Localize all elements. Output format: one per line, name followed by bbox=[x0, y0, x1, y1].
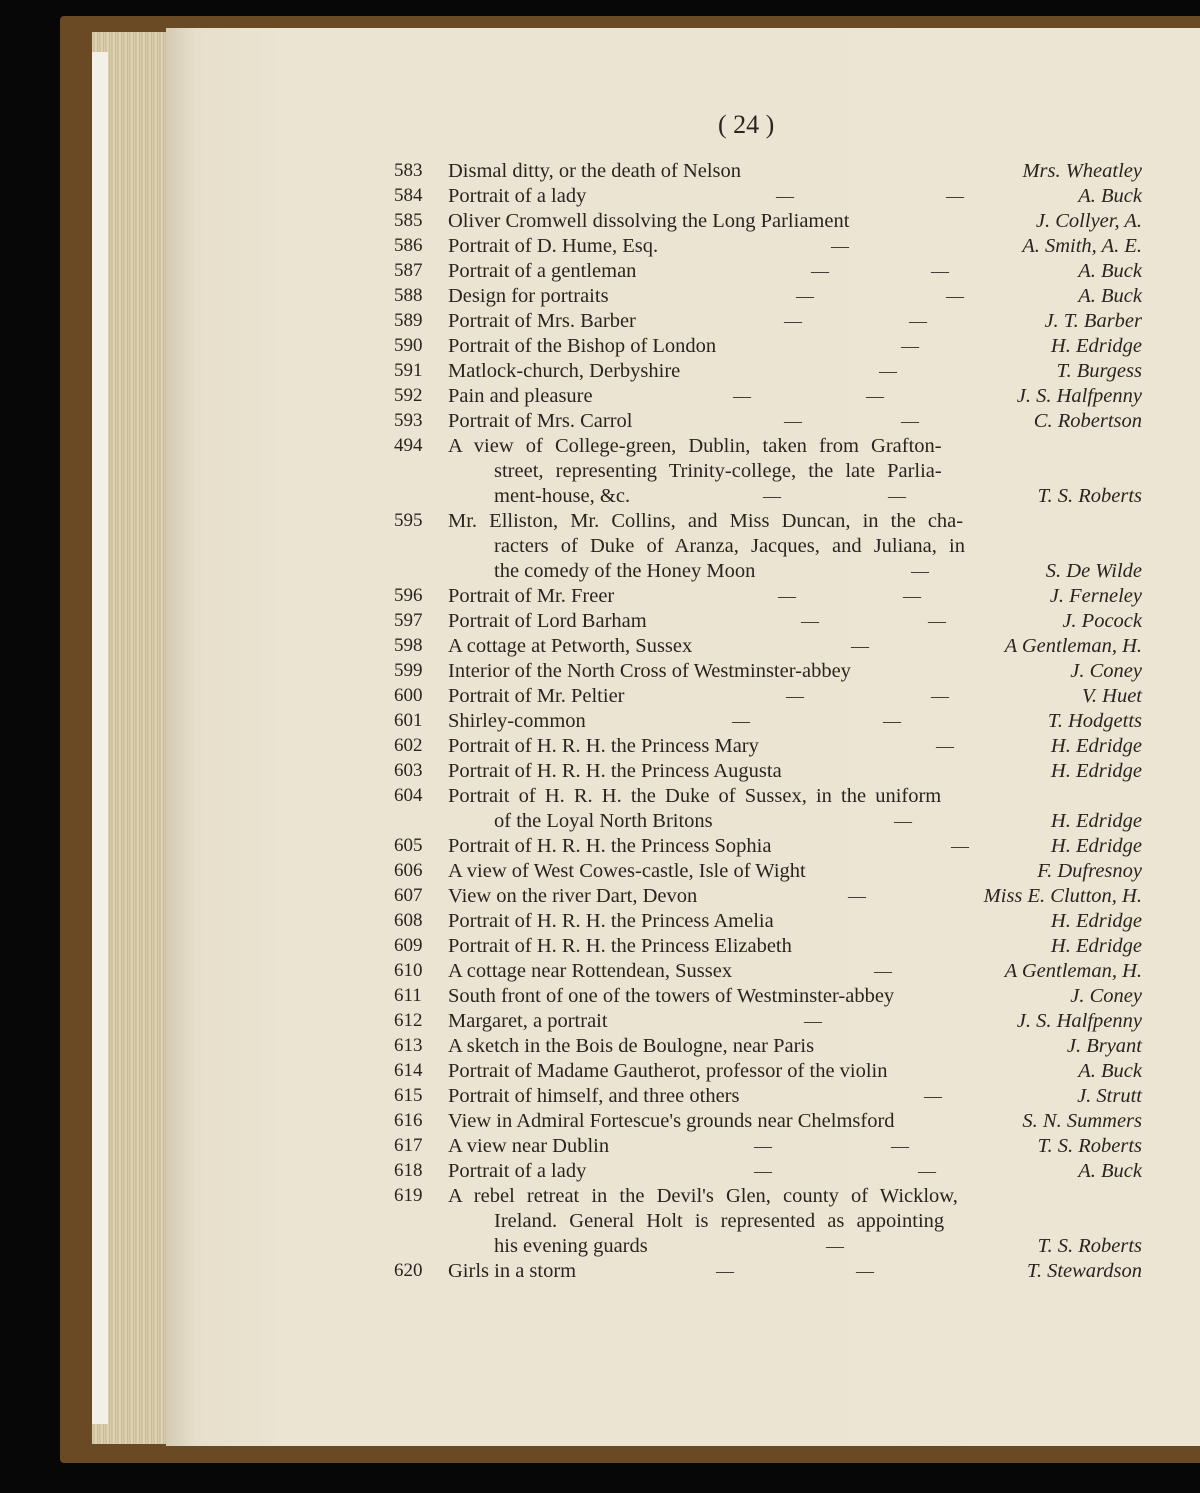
dash-leader: — bbox=[924, 1086, 942, 1106]
entry-artist: A Gentleman, H. bbox=[1004, 960, 1142, 982]
catalogue-entry bbox=[0, 958, 1200, 984]
entry-number: 619 bbox=[394, 1185, 423, 1206]
catalogue-entry bbox=[0, 733, 1200, 759]
entry-number: 494 bbox=[394, 435, 423, 456]
entry-number: 608 bbox=[394, 910, 423, 931]
entry-number: 609 bbox=[394, 935, 423, 956]
dash-leader: — bbox=[936, 736, 954, 756]
dash-leader: — bbox=[784, 311, 802, 331]
entry-title: Girls in a storm bbox=[448, 1260, 577, 1282]
entry-artist: J. Strutt bbox=[1077, 1085, 1142, 1107]
catalogue-entry-continued bbox=[0, 558, 1200, 584]
entry-number: 585 bbox=[394, 210, 423, 231]
entry-number: 596 bbox=[394, 585, 423, 606]
catalogue-entry bbox=[0, 1133, 1200, 1159]
entry-title: Portrait of Mr. Peltier bbox=[448, 685, 625, 707]
dash-leader: — bbox=[826, 1236, 844, 1256]
entry-artist: T. Burgess bbox=[1056, 360, 1142, 382]
dash-leader: — bbox=[911, 561, 929, 581]
entry-title: A sketch in the Bois de Boulogne, near Paris bbox=[448, 1035, 815, 1057]
entry-title: View on the river Dart, Devon bbox=[448, 885, 698, 907]
entry-artist: A. Buck bbox=[1078, 1060, 1142, 1082]
entry-artist: H. Edridge bbox=[1050, 835, 1142, 857]
entry-number: 587 bbox=[394, 260, 423, 281]
entry-title: Portrait of Mrs. Carrol bbox=[448, 410, 633, 432]
dash-leader: — bbox=[883, 711, 901, 731]
entry-number: 606 bbox=[394, 860, 423, 881]
entry-title: A cottage near Rottendean, Sussex bbox=[448, 960, 733, 982]
entry-title: Portrait of H. R. H. the Princess Elizabeth bbox=[448, 935, 792, 957]
entry-title: Oliver Cromwell dissolving the Long Parliament bbox=[448, 210, 850, 232]
dash-leader: — bbox=[946, 186, 964, 206]
entry-title: Portrait of Lord Barham bbox=[448, 610, 647, 632]
dash-leader: — bbox=[754, 1161, 772, 1181]
entry-number: 603 bbox=[394, 760, 423, 781]
dash-leader: — bbox=[856, 1261, 874, 1281]
entry-number: 586 bbox=[394, 235, 423, 256]
entry-title: Portrait of the Bishop of London bbox=[448, 335, 717, 357]
entry-artist: F. Dufresnoy bbox=[1037, 860, 1142, 882]
catalogue-entry bbox=[0, 908, 1200, 934]
entry-artist: Miss E. Clutton, H. bbox=[983, 885, 1142, 907]
entry-number: 620 bbox=[394, 1260, 423, 1281]
entry-title: Portrait of a gentleman bbox=[448, 260, 637, 282]
entry-artist: A Gentleman, H. bbox=[1004, 635, 1142, 657]
catalogue-entry bbox=[0, 408, 1200, 434]
dash-leader: — bbox=[931, 261, 949, 281]
entry-artist: H. Edridge bbox=[1050, 810, 1142, 832]
entry-artist: A. Smith, A. E. bbox=[1022, 235, 1142, 257]
dash-leader: — bbox=[901, 336, 919, 356]
catalogue-entry bbox=[0, 983, 1200, 1009]
catalogue-entry bbox=[0, 658, 1200, 684]
entry-title-line3: ment-house, &c. bbox=[494, 485, 631, 507]
entry-number: 598 bbox=[394, 635, 423, 656]
entry-artist: C. Robertson bbox=[1033, 410, 1142, 432]
entry-artist: Mrs. Wheatley bbox=[1022, 160, 1142, 182]
dash-leader: — bbox=[763, 486, 781, 506]
entry-title: Matlock-church, Derbyshire bbox=[448, 360, 681, 382]
entry-artist: J. Collyer, A. bbox=[1035, 210, 1142, 232]
catalogue-entry bbox=[0, 1058, 1200, 1084]
dash-leader: — bbox=[903, 586, 921, 606]
catalogue-entry bbox=[0, 1158, 1200, 1184]
dash-leader: — bbox=[796, 286, 814, 306]
catalogue-entry bbox=[0, 358, 1200, 384]
entry-artist: T. Stewardson bbox=[1026, 1260, 1142, 1282]
entry-artist: T. S. Roberts bbox=[1037, 1235, 1142, 1257]
dash-leader: — bbox=[931, 686, 949, 706]
catalogue-entry bbox=[0, 1083, 1200, 1109]
entry-title: Portrait of D. Hume, Esq. bbox=[448, 235, 659, 257]
dash-leader: — bbox=[901, 411, 919, 431]
dash-leader: — bbox=[804, 1011, 822, 1031]
entry-artist: A. Buck bbox=[1078, 285, 1142, 307]
dash-leader: — bbox=[754, 1136, 772, 1156]
entry-number: 597 bbox=[394, 610, 423, 631]
catalogue-entry bbox=[0, 283, 1200, 309]
catalogue-entry bbox=[0, 583, 1200, 609]
dash-leader: — bbox=[784, 411, 802, 431]
entry-title: Margaret, a portrait bbox=[448, 1010, 608, 1032]
entry-title: Dismal ditty, or the death of Nelson bbox=[448, 160, 742, 182]
entry-title: A view of West Cowes-castle, Isle of Wight bbox=[448, 860, 806, 882]
catalogue-entry bbox=[0, 1008, 1200, 1034]
entry-artist: H. Edridge bbox=[1050, 335, 1142, 357]
catalogue-entry bbox=[0, 883, 1200, 909]
catalogue-entry bbox=[0, 233, 1200, 259]
catalogue-entry-continued bbox=[0, 533, 1200, 559]
entry-number: 610 bbox=[394, 960, 423, 981]
catalogue-entry bbox=[0, 208, 1200, 234]
entry-artist: J. S. Halfpenny bbox=[1016, 385, 1142, 407]
catalogue-entry bbox=[0, 333, 1200, 359]
entry-artist: V. Huet bbox=[1082, 685, 1142, 707]
dash-leader: — bbox=[776, 186, 794, 206]
dash-leader: — bbox=[874, 961, 892, 981]
entry-title-line3: his evening guards bbox=[494, 1235, 648, 1257]
catalogue-entry-continued bbox=[0, 1208, 1200, 1234]
entry-title: Pain and pleasure bbox=[448, 385, 593, 407]
entry-artist: A. Buck bbox=[1078, 260, 1142, 282]
entry-title: A cottage at Petworth, Sussex bbox=[448, 635, 693, 657]
entry-title: Portrait of H. R. H. the Duke of Sussex, in the uniform bbox=[448, 785, 942, 807]
entry-number: 616 bbox=[394, 1110, 423, 1131]
entry-title-line2: racters of Duke of Aranza, Jacques, and Juliana, in bbox=[494, 535, 965, 557]
entry-artist: H. Edridge bbox=[1050, 735, 1142, 757]
catalogue-entry-continued bbox=[0, 1233, 1200, 1259]
dash-leader: — bbox=[716, 1261, 734, 1281]
entry-artist: J. S. Halfpenny bbox=[1016, 1010, 1142, 1032]
entry-artist: J. Pocock bbox=[1062, 610, 1142, 632]
dash-leader: — bbox=[888, 486, 906, 506]
entry-number: 591 bbox=[394, 360, 423, 381]
catalogue-entry bbox=[0, 683, 1200, 709]
entry-number: 602 bbox=[394, 735, 423, 756]
catalogue-entry-continued bbox=[0, 458, 1200, 484]
entry-number: 611 bbox=[394, 985, 422, 1006]
entry-artist: T. S. Roberts bbox=[1037, 485, 1142, 507]
entry-title: View in Admiral Fortescue's grounds near Chelmsford bbox=[448, 1110, 895, 1132]
catalogue-entry bbox=[0, 1258, 1200, 1284]
entry-title: Portrait of himself, and three others bbox=[448, 1085, 740, 1107]
catalogue-entry bbox=[0, 858, 1200, 884]
catalogue-entry bbox=[0, 633, 1200, 659]
catalogue-entry bbox=[0, 933, 1200, 959]
catalogue-entry bbox=[0, 508, 1200, 534]
catalogue-entry-continued bbox=[0, 808, 1200, 834]
entry-number: 617 bbox=[394, 1135, 423, 1156]
entry-artist: J. Bryant bbox=[1066, 1035, 1142, 1057]
dash-leader: — bbox=[732, 711, 750, 731]
entry-number: 592 bbox=[394, 385, 423, 406]
entry-title: Portrait of H. R. H. the Princess Augusta bbox=[448, 760, 782, 782]
entry-title: Portrait of H. R. H. the Princess Amelia bbox=[448, 910, 774, 932]
entry-title: Portrait of Mrs. Barber bbox=[448, 310, 636, 332]
entry-title: Portrait of Mr. Freer bbox=[448, 585, 615, 607]
dash-leader: — bbox=[811, 261, 829, 281]
entry-number: 600 bbox=[394, 685, 423, 706]
entry-artist: H. Edridge bbox=[1050, 760, 1142, 782]
entry-number: 589 bbox=[394, 310, 423, 331]
entry-title: A view near Dublin bbox=[448, 1135, 610, 1157]
entry-number: 583 bbox=[394, 160, 423, 181]
entry-artist: A. Buck bbox=[1078, 185, 1142, 207]
dash-leader: — bbox=[946, 286, 964, 306]
entry-title: Portrait of a lady bbox=[448, 185, 587, 207]
catalogue-entry-continued bbox=[0, 483, 1200, 509]
entry-artist: J. Coney bbox=[1070, 660, 1142, 682]
catalogue-entry bbox=[0, 308, 1200, 334]
entry-artist: S. N. Summers bbox=[1022, 1110, 1142, 1132]
catalogue-entry bbox=[0, 833, 1200, 859]
catalogue-entry bbox=[0, 783, 1200, 809]
catalogue-entry bbox=[0, 383, 1200, 409]
dash-leader: — bbox=[866, 386, 884, 406]
catalogue-entry bbox=[0, 1183, 1200, 1209]
dash-leader: — bbox=[786, 686, 804, 706]
entry-title: Portrait of H. R. H. the Princess Mary bbox=[448, 735, 759, 757]
entry-artist: T. Hodgetts bbox=[1047, 710, 1142, 732]
catalogue-entry bbox=[0, 758, 1200, 784]
entry-number: 601 bbox=[394, 710, 423, 731]
entry-number: 595 bbox=[394, 510, 423, 531]
entry-artist: T. S. Roberts bbox=[1037, 1135, 1142, 1157]
entry-title: A view of College-green, Dublin, taken from Grafton- bbox=[448, 435, 942, 457]
entry-title-line2: Ireland. General Holt is represented as appointing bbox=[494, 1210, 945, 1232]
entry-title: Portrait of Madame Gautherot, professor of the violin bbox=[448, 1060, 888, 1082]
entry-number: 618 bbox=[394, 1160, 423, 1181]
entry-number: 613 bbox=[394, 1035, 423, 1056]
entry-title: Portrait of H. R. H. the Princess Sophia bbox=[448, 835, 772, 857]
dash-leader: — bbox=[894, 811, 912, 831]
dash-leader: — bbox=[801, 611, 819, 631]
entry-number: 612 bbox=[394, 1010, 423, 1031]
entry-artist: S. De Wilde bbox=[1045, 560, 1142, 582]
entry-artist: A. Buck bbox=[1078, 1160, 1142, 1182]
entry-title: Interior of the North Cross of Westminster-abbey bbox=[448, 660, 851, 682]
page-number: ( 24 ) bbox=[718, 110, 775, 139]
entry-number: 607 bbox=[394, 885, 423, 906]
entry-title-line2: of the Loyal North Britons bbox=[494, 810, 713, 832]
entry-number: 593 bbox=[394, 410, 423, 431]
dash-leader: — bbox=[778, 586, 796, 606]
entry-title: Mr. Elliston, Mr. Collins, and Miss Duncan, in the cha- bbox=[448, 510, 964, 532]
dash-leader: — bbox=[951, 836, 969, 856]
catalogue-entry bbox=[0, 708, 1200, 734]
dash-leader: — bbox=[918, 1161, 936, 1181]
entry-number: 584 bbox=[394, 185, 423, 206]
catalogue-entry bbox=[0, 608, 1200, 634]
catalogue-entry bbox=[0, 183, 1200, 209]
entry-title: A rebel retreat in the Devil's Glen, county of Wicklow, bbox=[448, 1185, 958, 1207]
dash-leader: — bbox=[928, 611, 946, 631]
entry-title: Design for portraits bbox=[448, 285, 609, 307]
entry-title-line2: street, representing Trinity-college, the late Parlia- bbox=[494, 460, 942, 482]
entry-artist: J. Coney bbox=[1070, 985, 1142, 1007]
dash-leader: — bbox=[891, 1136, 909, 1156]
dash-leader: — bbox=[733, 386, 751, 406]
catalogue-entry bbox=[0, 1108, 1200, 1134]
entry-artist: H. Edridge bbox=[1050, 910, 1142, 932]
dash-leader: — bbox=[831, 236, 849, 256]
dash-leader: — bbox=[879, 361, 897, 381]
entry-artist: H. Edridge bbox=[1050, 935, 1142, 957]
catalogue-entry bbox=[0, 1033, 1200, 1059]
entry-number: 614 bbox=[394, 1060, 423, 1081]
entry-number: 615 bbox=[394, 1085, 423, 1106]
catalogue-entry bbox=[0, 158, 1200, 184]
entry-title: South front of one of the towers of Westminster-abbey bbox=[448, 985, 895, 1007]
entry-artist: J. Ferneley bbox=[1049, 585, 1142, 607]
catalogue-entry bbox=[0, 433, 1200, 459]
entry-number: 590 bbox=[394, 335, 423, 356]
entry-title: Portrait of a lady bbox=[448, 1160, 587, 1182]
entry-number: 605 bbox=[394, 835, 423, 856]
dash-leader: — bbox=[851, 636, 869, 656]
dash-leader: — bbox=[848, 886, 866, 906]
entry-title: Shirley-common bbox=[448, 710, 586, 732]
entry-number: 599 bbox=[394, 660, 423, 681]
entry-title-line3: the comedy of the Honey Moon bbox=[494, 560, 756, 582]
dash-leader: — bbox=[909, 311, 927, 331]
entry-artist: J. T. Barber bbox=[1044, 310, 1142, 332]
catalogue-entry bbox=[0, 258, 1200, 284]
entry-number: 604 bbox=[394, 785, 423, 806]
entry-number: 588 bbox=[394, 285, 423, 306]
